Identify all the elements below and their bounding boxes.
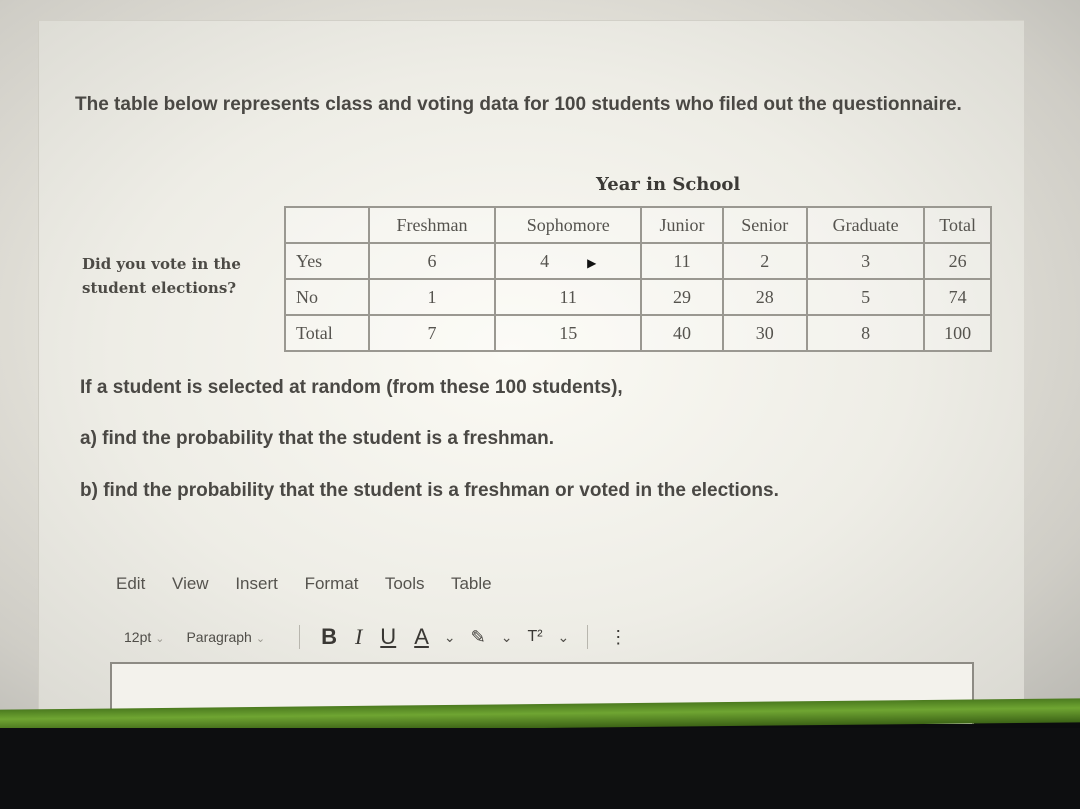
font-size-select[interactable]: [124, 629, 164, 645]
table-cell: 29: [641, 279, 722, 315]
menu-table[interactable]: Table: [450, 574, 492, 593]
chevron-down-icon[interactable]: ⌄: [500, 628, 513, 645]
col-sophomore: Sophomore: [495, 207, 642, 243]
table-cell: 11: [641, 243, 722, 279]
chevron-down-icon[interactable]: ⌄: [443, 628, 456, 645]
bold-button[interactable]: B: [321, 624, 337, 649]
block-format-select[interactable]: [186, 629, 265, 645]
table-cell: 40: [641, 315, 722, 351]
table-cell: 30: [723, 315, 807, 351]
question-part-b: b) find the probability that the student is a freshman or voted in the elections.: [80, 480, 779, 501]
col-senior: Senior: [723, 207, 807, 243]
toolbar-divider: [587, 625, 588, 649]
chevron-down-icon[interactable]: ⌄: [557, 628, 570, 645]
table-caption: Year in School: [596, 174, 741, 195]
toolbar-divider: [299, 625, 300, 649]
table-cell: 11: [495, 279, 642, 315]
monitor-bezel: [0, 728, 1080, 809]
chevron-down-icon: ⌄: [255, 633, 266, 645]
menu-view[interactable]: View: [172, 574, 209, 593]
table-cell: 6: [369, 243, 495, 279]
menu-insert[interactable]: Insert: [235, 574, 278, 593]
editor-menubar: [116, 574, 514, 594]
table-cell: 1: [369, 279, 495, 315]
table-row-yes: [285, 243, 991, 279]
col-junior: Junior: [641, 207, 722, 243]
table-cell: 26: [924, 243, 991, 279]
mouse-cursor-icon: ▶: [587, 255, 597, 270]
row-label-no: No: [285, 279, 369, 315]
col-freshman: Freshman: [369, 207, 495, 243]
underline-button[interactable]: U: [380, 624, 397, 649]
table-cell: 2: [723, 243, 807, 279]
font-size-value: 12pt: [124, 629, 152, 645]
intro-text: The table below represents class and voting data for 100 students who filed out the questionnaire.: [75, 94, 962, 115]
menu-tools[interactable]: Tools: [384, 574, 425, 593]
table-cell: [495, 243, 642, 279]
table-cell: 3: [807, 243, 924, 279]
menu-format[interactable]: Format: [304, 574, 359, 593]
text-color-button[interactable]: A: [414, 624, 429, 649]
question-lead: If a student is selected at random (from these 100 students),: [80, 377, 623, 398]
more-options-icon[interactable]: ⋮: [609, 626, 628, 647]
block-format-value: Paragraph: [186, 629, 252, 645]
voting-table: [284, 206, 992, 352]
row-label-total: Total: [285, 315, 369, 351]
menu-edit[interactable]: Edit: [116, 574, 146, 593]
col-total: Total: [924, 207, 991, 243]
col-graduate: Graduate: [807, 207, 924, 243]
table-row-total: [285, 315, 991, 351]
superscript-button[interactable]: T²: [527, 628, 543, 645]
row-question-label: Did you vote in the student elections?: [82, 255, 241, 297]
table-cell-value: 4: [540, 250, 550, 271]
table-cell: 7: [369, 315, 495, 351]
chevron-down-icon: ⌄: [155, 633, 165, 645]
editor-toolbar: [124, 622, 636, 652]
row-label-yes: Yes: [285, 243, 369, 279]
table-cell: 74: [924, 279, 991, 315]
question-part-a: a) find the probability that the student is a freshman.: [80, 428, 554, 449]
table-cell: 15: [495, 315, 642, 351]
italic-button[interactable]: I: [354, 624, 363, 649]
table-row-no: [285, 279, 991, 315]
table-cell: 100: [924, 315, 991, 351]
table-cell: 8: [807, 315, 924, 351]
highlight-button[interactable]: ✎: [470, 626, 486, 647]
table-cell: 28: [723, 279, 807, 315]
table-header-row: [285, 207, 991, 243]
corner-cell: [285, 207, 369, 243]
table-cell: 5: [807, 279, 924, 315]
